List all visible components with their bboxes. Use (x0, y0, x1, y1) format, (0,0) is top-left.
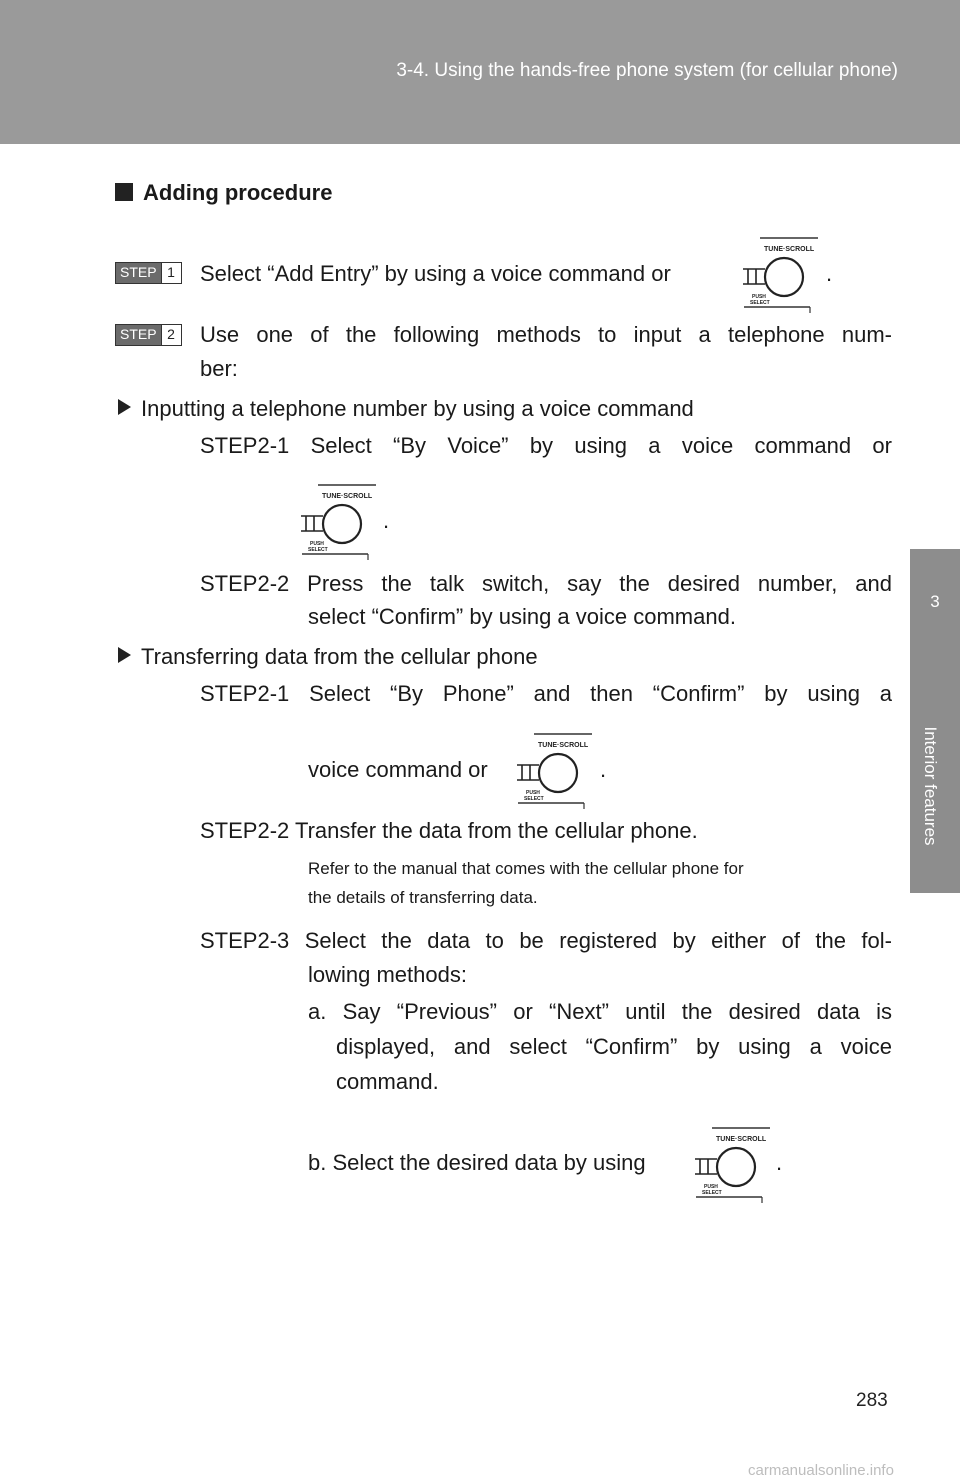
note-line1: Refer to the manual that comes with the cellular phone for (308, 859, 744, 878)
option-a-line1: a. Say “Previous” or “Next” until the desired data is (308, 999, 892, 1024)
option-b-text: b. Select the desired data by using (308, 1150, 646, 1175)
svg-text:TUNE·SCROLL: TUNE·SCROLL (538, 742, 589, 749)
note-line2: the details of transferring data. (308, 888, 538, 907)
svg-text:TUNE·SCROLL: TUNE·SCROLL (764, 246, 815, 253)
arrow-bullet-icon (118, 399, 131, 415)
option-a-line2: displayed, and select “Confirm” by using a voice (336, 1034, 892, 1059)
option-a-line3: command. (336, 1069, 439, 1094)
svg-text:PUSH: PUSH (752, 294, 766, 300)
svg-text:SELECT: SELECT (702, 1190, 722, 1196)
m2-step1-period: . (600, 757, 607, 782)
svg-text:PUSH: PUSH (310, 541, 324, 547)
square-bullet-icon (115, 183, 133, 201)
tune-scroll-knob-icon (512, 732, 598, 810)
step-badge-2: STEP 2 (115, 324, 182, 346)
m1-step1-period: . (383, 508, 390, 533)
method-phone: Transferring data from the cellular phone (118, 644, 538, 670)
m2-step2-text: STEP2-2 Transfer the data from the cellular phone. (200, 818, 698, 843)
watermark: carmanualsonline.info (748, 1462, 894, 1479)
m2-step3-line2: lowing methods: (308, 962, 467, 987)
step1-text: Select “Add Entry” by using a voice command or (200, 261, 671, 286)
m2-step3-line1: STEP2-3 Select the data to be registered by either of the fol- (200, 928, 892, 953)
m1-step1-line1: STEP2-1 Select “By Voice” by using a voice command or (200, 433, 892, 458)
step2-line2: ber: (200, 356, 238, 381)
m1-step2-line1: STEP2-2 Press the talk switch, say the desired number, and (200, 571, 892, 596)
procedure-heading: Adding procedure (115, 180, 332, 206)
option-b-period: . (776, 1150, 783, 1175)
svg-text:PUSH: PUSH (526, 790, 540, 796)
tune-scroll-knob-icon (296, 483, 382, 561)
page-number: 283 (856, 1390, 888, 1411)
m2-step1-line2: voice command or (308, 757, 488, 782)
step2-line1: Use one of the following methods to input a telephone num- (200, 322, 892, 347)
svg-text:SELECT: SELECT (750, 300, 770, 306)
header-band (0, 0, 960, 144)
arrow-bullet-icon (118, 647, 131, 663)
tune-scroll-knob-icon (690, 1126, 776, 1204)
svg-text:TUNE·SCROLL: TUNE·SCROLL (716, 1136, 767, 1143)
m1-step2-line2: select “Confirm” by using a voice command. (308, 604, 736, 629)
step-badge-1: STEP 1 (115, 262, 182, 284)
svg-text:PUSH: PUSH (704, 1184, 718, 1190)
svg-text:SELECT: SELECT (308, 547, 328, 553)
step1-period: . (826, 261, 833, 286)
svg-text:TUNE·SCROLL: TUNE·SCROLL (322, 493, 373, 500)
chapter-number: 3 (930, 592, 940, 611)
tune-scroll-knob-icon (738, 236, 824, 314)
svg-text:SELECT: SELECT (524, 796, 544, 802)
m2-step1-line1: STEP2-1 Select “By Phone” and then “Confirm” by using a (200, 681, 892, 706)
chapter-label: Interior features (921, 726, 940, 846)
section-title: 3-4. Using the hands-free phone system (for cellular phone) (396, 60, 898, 81)
method-voice: Inputting a telephone number by using a voice command (118, 396, 694, 422)
